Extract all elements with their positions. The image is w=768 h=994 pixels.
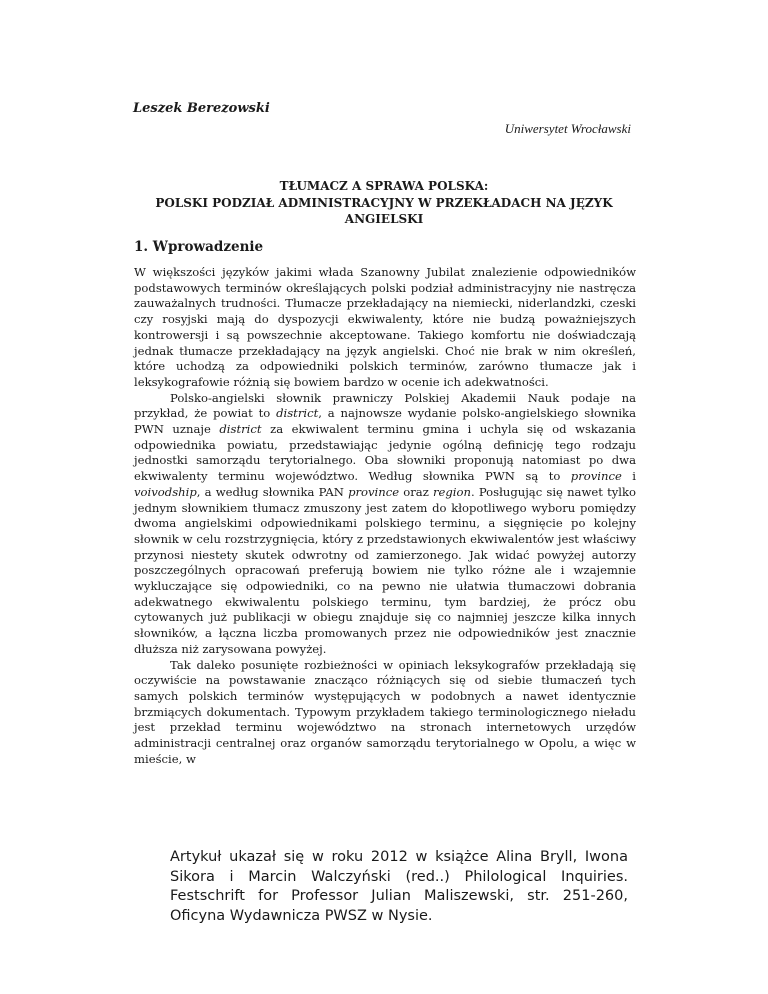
body-text [134,265,636,768]
title-line-1: TŁUMACZ A SPRAWA POLSKA: [279,179,489,193]
paragraph-2 [134,391,636,658]
title-line-2: POLSKI PODZIAŁ ADMINISTRACYJNY W PRZEKŁADACH NA JĘZYK [155,195,613,210]
section-heading: 1. Wprowadzenie [134,239,264,255]
paragraph-2-text: , a najnowsze wydanie polsko-angielskiego słownika PWN uznaje [134,406,636,437]
author-name: Leszek Berezowski [133,101,270,116]
paragraph-3: Tak daleko posunięte rozbieżności w opiniach leksykografów przekładają się oczywiście na powstawanie znacząco różniących się od siebie tłumaczeń tych samych polskich terminów występujących w podobnych a nawet identycznie brzmiących dokumentach. Typowym przykładem takiego terminologicznego nieładu jest przekład terminu województwo na stronach internetowych urzędów administracji centralnej oraz organów samorządu terytorialnego w Opolu, a więc w mieście, w [134,657,636,766]
term-district: district [276,406,319,421]
title-line-3: ANGIELSKI [344,212,424,226]
term-voivodship: voivodship [134,484,197,499]
paragraph-2-text: , a według słownika PAN [196,484,349,499]
term-region: region [432,484,471,499]
article-title [134,178,634,228]
term-province: province [570,469,622,484]
term-district: district [219,422,262,437]
paragraph-2-text: za ekwiwalent terminu gmina i uchyla się od wskazania odpowiednika powiatu, przedstawiając jedynie ogólną definicję tego rodzaju jednostki samorządu terytorialnego. Oba słowniki proponują natomiast po dwa ekwiwalenty terminu województwo. Według słownika PWN są to [134,422,636,484]
author-affiliation: Uniwersytet Wrocławski [504,121,631,136]
paragraph-2-text: . Posługując się nawet tylko jednym słownikiem tłumacz zmuszony jest zatem do kłopotliwego wyboru pomiędzy dwoma angielskimi odpowiednikami polskiego terminu, a sięgnięcie po kolejny słownik w celu rozstrzygnięcia, który z przedstawionych ekwiwalentów jest właściwy przynosi niestety skutek odwrotny od zamierzonego. Jak widać powyżej autorzy poszczególnych opracowań preferują bowiem nie tylko różne ale i wzajemnie wykluczające się odpowiedniki, co na pewno nie ułatwia tłumaczowi dobrania adekwatnego ekwiwalentu polskiego terminu, tym bardziej, że prócz obu cytowanych już publikacji w obiegu znajduje się co najmniej jeszcze kilka innych słowników, a łączna liczba promowanych przez nie odpowiedników jest znacznie dłuższa niż zarysowana powyżej. [134,484,636,656]
paragraph-2-text: i [621,469,636,484]
paragraph-1: W większości języków jakimi włada Szanowny Jubilat znalezienie odpowiedników podstawowych terminów określających polski podział administracyjny nie nastręcza zauważalnych trudności. Tłumacze przekładający na niemiecki, niderlandzki, czeski czy rosyjski mają do dyspozycji ekwiwalenty, które nie budzą poważniejszych kontrowersji i są powszechnie akceptowane. Takiego komfortu nie doświadczają jednak tłumacze przekładający na język angielski. Choć nie brak w nim określeń, które uchodzą za odpowiedniki polskich terminów, zarówno tłumacze jak i leksykografowie różnią się bowiem bardzo w ocenie ich adekwatności. [134,265,636,389]
term-province: province [348,484,400,499]
paragraph-2-text: Polsko-angielski słownik prawniczy Polskiej Akademii Nauk podaje na przykład, że powiat to [134,390,636,421]
publication-note: Artykuł ukazał się w roku 2012 w książce Alina Bryll, Iwona Sikora i Marcin Walczyński (red..) Philological Inquiries. Festschrift for Professor Julian Maliszewski, str. 251-260, Oficyna Wydawnicza PWSZ w Nysie. [170,849,628,924]
paragraph-2-text: oraz [399,484,433,499]
